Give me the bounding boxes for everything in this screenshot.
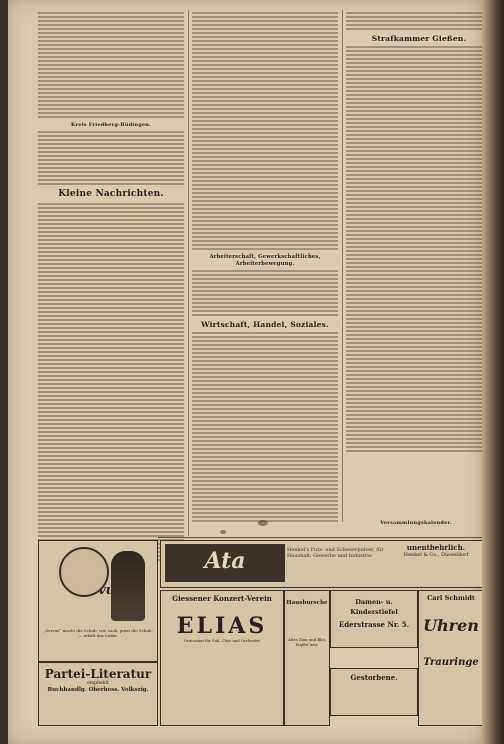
haus-title: Hausbursche xyxy=(286,600,328,606)
servus-slogan: „Servus“ macht die Schuh' wie Lack, putzt die Schuh' — erhält das Leder. xyxy=(43,628,153,638)
servus-emblem xyxy=(59,547,109,597)
ink-stain xyxy=(220,530,226,534)
damen-kinderstiefel-ad xyxy=(330,590,418,648)
versammlung-heading: Versammlungskalender. xyxy=(380,520,452,526)
konzert-title: ELIAS xyxy=(176,613,268,639)
kreis-heading: Kreis Friedberg-Büdingen. xyxy=(70,122,152,128)
uhren-title: Uhren xyxy=(423,616,479,635)
column-right xyxy=(346,10,492,540)
partei-literatur-ad xyxy=(38,662,158,726)
gesch-title: Gestorbene. xyxy=(350,673,398,682)
servus-ad xyxy=(38,540,158,662)
kleine-nachrichten-heading: Kleine Nachrichten. xyxy=(58,189,164,199)
ata-tagline: Henkel's Putz- und Scheuerpulver, für Haushalt, Gewerbe und Industrie xyxy=(287,547,384,559)
newspaper-page xyxy=(8,0,482,744)
damen-address: Ederstrasse Nr. 5. xyxy=(338,620,410,629)
konzert-sub: Oratorium für Soli, Chor und Orchester xyxy=(183,638,261,643)
servus-figure xyxy=(111,551,145,621)
column-rule-2 xyxy=(342,10,343,522)
column-rule-1 xyxy=(188,10,189,536)
damen-header: Damen- u. Kinderstiefel xyxy=(350,598,398,616)
ata-right xyxy=(393,544,479,558)
versammlung-block xyxy=(346,520,486,526)
uhren-ad xyxy=(418,590,484,726)
uhren-name: Carl Schmidt xyxy=(427,594,475,602)
binding-spine xyxy=(482,0,504,744)
trauringe-title: Trauringe xyxy=(423,657,479,668)
partei-sub: empfiehlt xyxy=(87,681,109,686)
konzert-header: Giessener Konzert-Verein xyxy=(172,594,272,603)
partei-title: Partei-Literatur xyxy=(44,667,152,681)
konzert-verein-ad xyxy=(160,590,284,726)
ata-right-sub: Henkel & Co., Düsseldorf xyxy=(403,552,469,558)
arbeiterschaft-heading: Arbeiterschaft, Gewerkschaftliches, Arbeiterbewegung. xyxy=(209,254,321,267)
ad-rule-top xyxy=(158,537,484,538)
haus-sub: Altes Zinn und Blei, Kupfer usw. xyxy=(287,637,327,647)
hausbursche-ad xyxy=(284,590,330,726)
gestorbene-box xyxy=(330,668,418,716)
wirtschaft-heading: Wirtschaft, Handel, Soziales. xyxy=(201,320,329,329)
partei-seller: Buchhandlg. Oberhess. Volkszig. xyxy=(47,687,149,693)
ata-logo: Ata xyxy=(165,544,285,582)
column-middle xyxy=(192,10,338,546)
ink-stain xyxy=(258,520,268,526)
strafkammer-heading: Strafkammer Gießen. xyxy=(371,34,467,43)
column-left xyxy=(38,10,184,570)
ata-right-title: unentbehrlich. xyxy=(406,543,466,552)
ata-ad xyxy=(160,540,484,588)
